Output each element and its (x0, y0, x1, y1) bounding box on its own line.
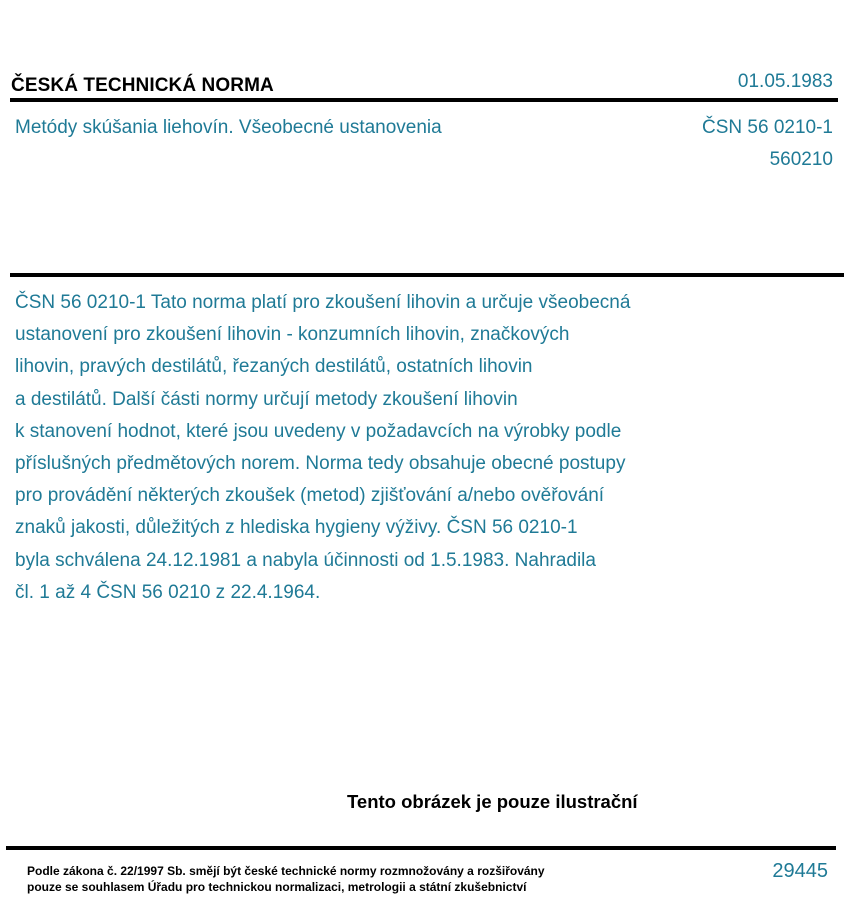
body-line: pro provádění některých zkoušek (metod) zjišťování a/nebo ověřování (15, 485, 605, 507)
body-line: lihovin, pravých destilátů, řezaných destilátů, ostatních lihovin (15, 356, 533, 378)
footer-legal-line: Podle zákona č. 22/1997 Sb. smějí být české technické normy rozmnožovány a rozšiřovány (27, 864, 545, 878)
standard-code: ČSN 56 0210-1 (702, 117, 833, 138)
body-line: a destilátů. Další části normy určují metody zkoušení lihovin (15, 388, 518, 410)
footer-legal-notice (27, 863, 545, 895)
catalog-number: 29445 (772, 860, 828, 882)
section-divider (10, 273, 844, 277)
body-line: ustanovení pro zkoušení lihovin - konzumních lihovin, značkových (15, 324, 570, 346)
header-divider (10, 98, 838, 102)
body-line: ČSN 56 0210-1 Tato norma platí pro zkoušení lihovin a určuje všeobecná (15, 292, 631, 313)
body-paragraph (15, 287, 735, 609)
document-header-title: ČESKÁ TECHNICKÁ NORMA (11, 75, 274, 96)
body-line: byla schválena 24.12.1981 a nabyla účinnosti od 1.5.1983. Nahradila (15, 549, 596, 571)
footer-legal-line: pouze se souhlasem Úřadu pro technickou normalizaci, metrologii a státní zkušebnictví (27, 880, 527, 894)
document-date: 01.05.1983 (737, 71, 833, 92)
footer-divider (6, 846, 836, 850)
body-line: znaků jakosti, důležitých z hlediska hygieny výživy. ČSN 56 0210-1 (15, 517, 578, 539)
illustration-note: Tento obrázek je pouze ilustrační (347, 791, 638, 812)
body-line: čl. 1 až 4 ČSN 56 0210 z 22.4.1964. (15, 581, 321, 603)
standard-subtitle: Metódy skúšania liehovín. Všeobecné ustanovenia (15, 117, 442, 138)
body-line: příslušných předmětových norem. Norma tedy obsahuje obecné postupy (15, 453, 626, 475)
body-line: k stanovení hodnot, které jsou uvedeny v požadavcích na výrobky podle (15, 420, 622, 442)
classification-code: 560210 (769, 149, 833, 170)
